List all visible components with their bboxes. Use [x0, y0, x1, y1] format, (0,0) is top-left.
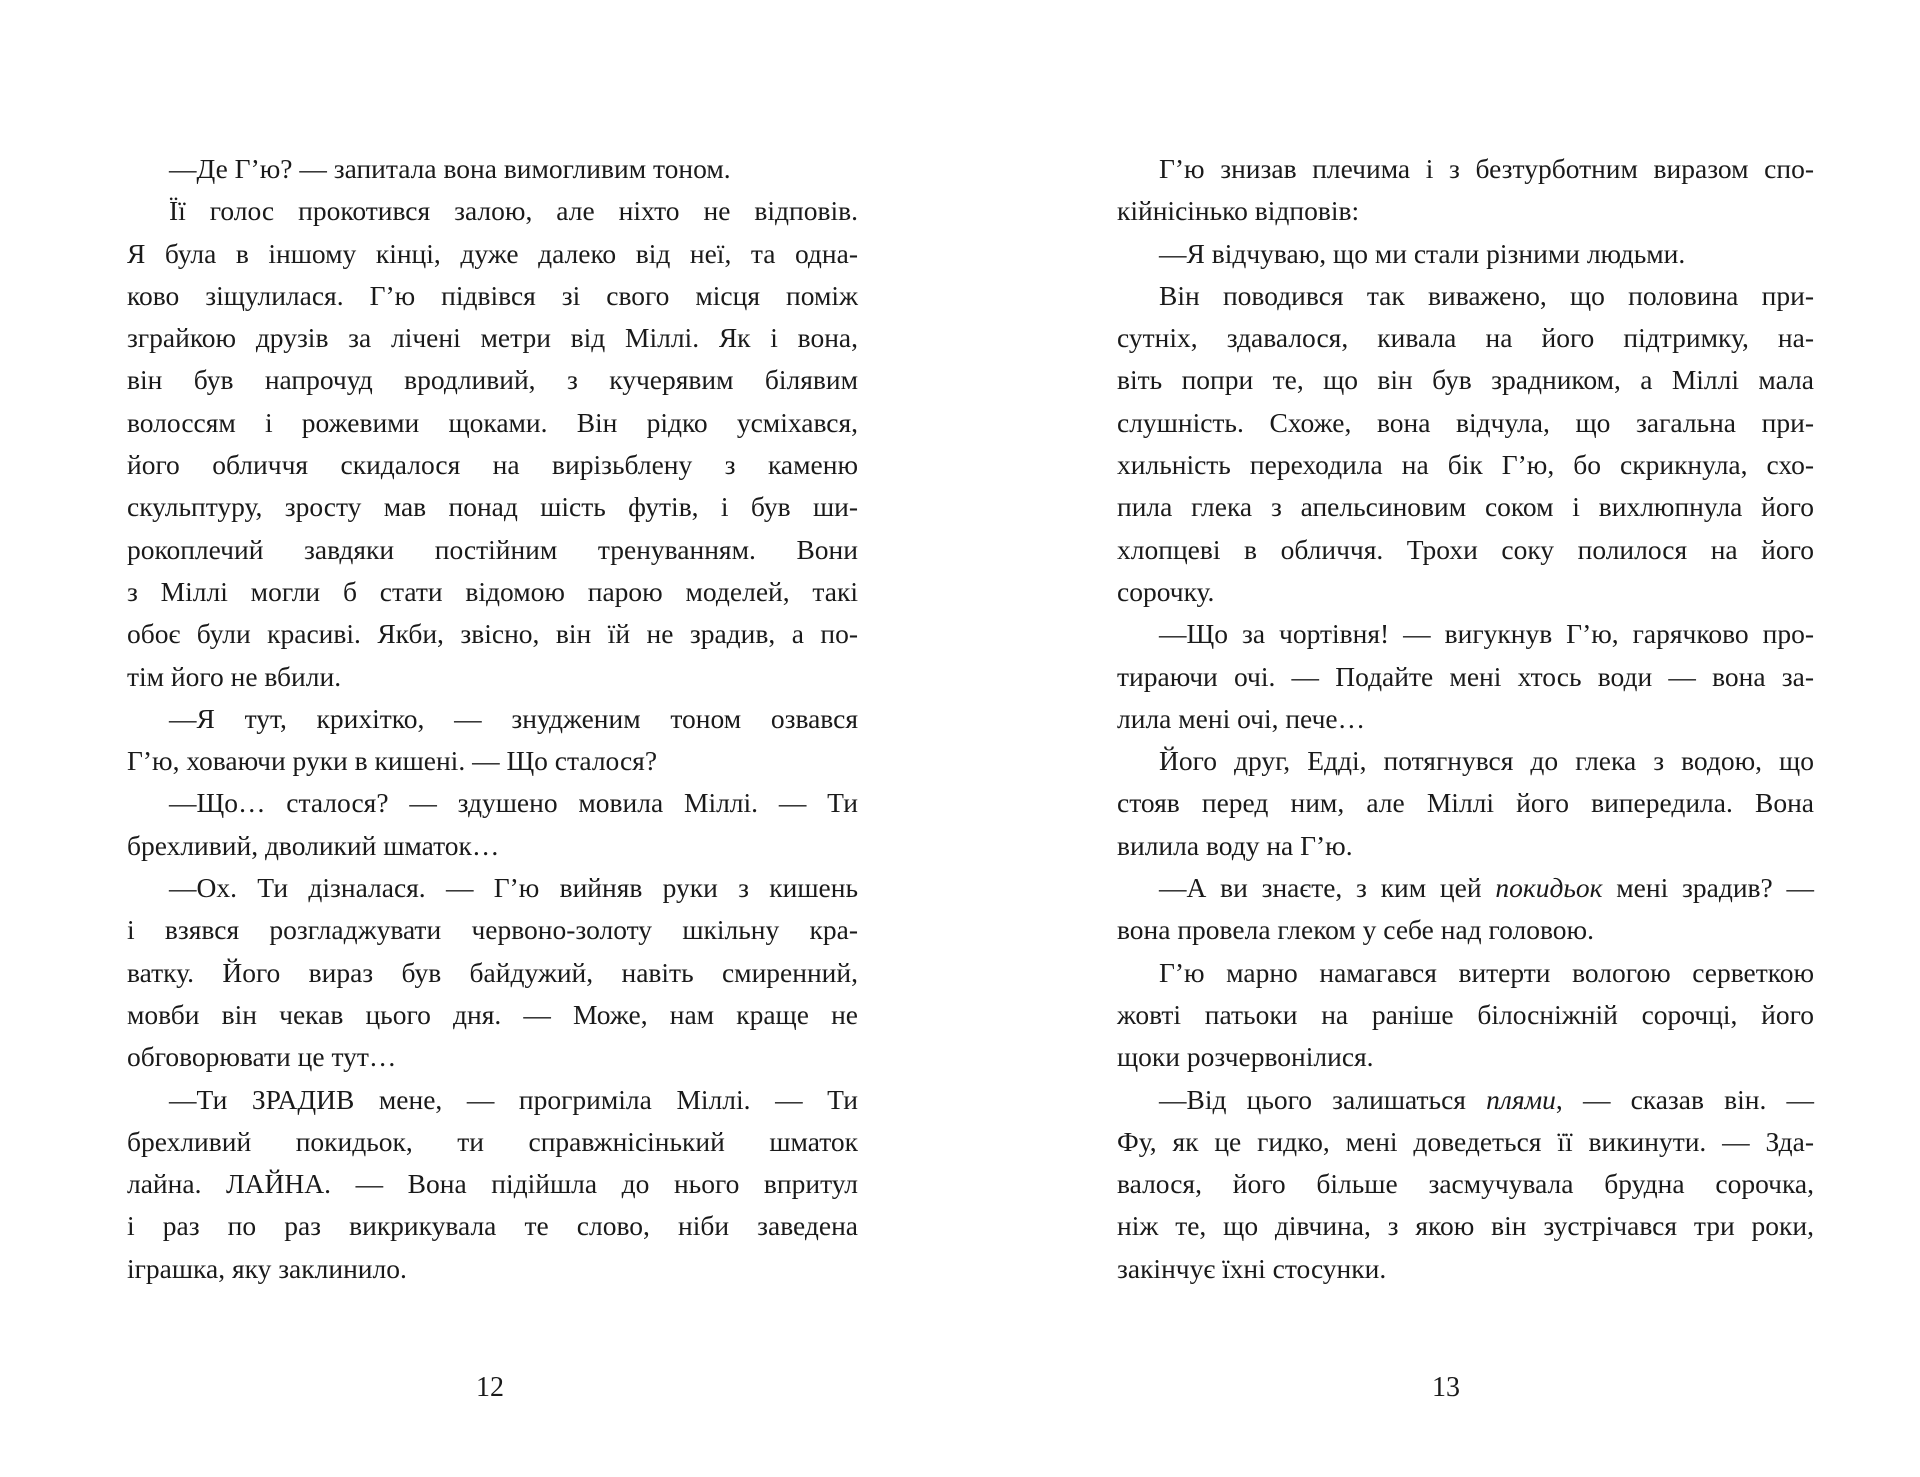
text-line [127, 529, 858, 571]
text-segment: , — сказав він. — [1555, 1083, 1814, 1115]
text-segment: вилила воду на Г’ю. [1117, 829, 1353, 861]
text-line [1117, 994, 1814, 1036]
text-line [1117, 1036, 1814, 1078]
text-segment: Його друг, Едді, потягнувся до глека з водою, що [1159, 745, 1814, 777]
text-line [1117, 867, 1814, 909]
text-segment: валося, його більше засмучувала брудна сорочка, [1117, 1168, 1814, 1200]
text-segment: він був напрочуд вродливий, з кучерявим білявим [127, 364, 858, 396]
text-line [1117, 190, 1814, 232]
text-segment: і раз по раз викрикувала те слово, ніби заведена [127, 1210, 858, 1242]
text-segment: Г’ю марно намагався витерти вологою серветкою [1159, 956, 1814, 988]
text-line [1117, 613, 1814, 655]
text-line [127, 1205, 858, 1247]
text-line [127, 233, 858, 275]
text-segment: лайна. ЛАЙНА. — Вона підійшла до нього впритул [127, 1168, 858, 1200]
text-line [127, 1248, 858, 1290]
text-line [1117, 359, 1814, 401]
text-line [1117, 317, 1814, 359]
text-line [127, 613, 858, 655]
text-segment: скульптуру, зросту мав понад шість футів, і був ши- [127, 491, 858, 523]
text-line [127, 994, 858, 1036]
text-segment: його обличчя скидалося на вирізьблену з каменю [127, 449, 858, 481]
text-line [1117, 233, 1814, 275]
text-line [1117, 571, 1814, 613]
text-line [1117, 1205, 1814, 1247]
text-segment: ково зіщулилася. Г’ю підвівся зі свого місця поміж [127, 279, 858, 311]
text-segment: —Я тут, крихітко, — знудженим тоном озвався [169, 702, 858, 734]
text-line [127, 656, 858, 698]
text-segment: закінчує їхні стосунки. [1117, 1252, 1387, 1284]
text-segment: іграшка, яку заклинило. [127, 1252, 407, 1284]
text-segment: стояв перед ним, але Міллі його випередила. Вона [1117, 787, 1814, 819]
text-segment: обоє були красиві. Якби, звісно, він їй не зрадив, а по- [127, 618, 858, 650]
page-number-left: 12 [476, 1372, 504, 1403]
text-segment: ватку. Його вираз був байдужий, навіть смиренний, [127, 956, 858, 988]
text-segment: сорочку. [1117, 575, 1215, 607]
text-line [127, 1163, 858, 1205]
text-line [1117, 952, 1814, 994]
text-line [1117, 782, 1814, 824]
text-segment: —Від цього залишаться [1159, 1083, 1487, 1115]
text-segment: мовби він чекав цього дня. — Може, нам краще не [127, 998, 858, 1030]
text-line [127, 1036, 858, 1078]
italic-word: покидьок [1495, 872, 1603, 904]
text-line [127, 317, 858, 359]
text-segment: вона провела глеком у себе над головою. [1117, 914, 1594, 946]
italic-word: плями [1486, 1083, 1556, 1115]
text-segment: брехливий покидьок, ти справжнісінький шматок [127, 1125, 858, 1157]
text-segment: рокоплечий завдяки постійним тренуванням. Вони [127, 533, 858, 565]
text-line [1117, 402, 1814, 444]
text-segment: і взявся розгладжувати червоно-золоту шкільну кра- [127, 914, 858, 946]
text-segment: —Що… сталося? — здушено мовила Міллі. — Ти [169, 787, 858, 819]
text-segment: брехливий, дволикий шматок… [127, 829, 500, 861]
text-line [127, 359, 858, 401]
text-segment: Я була в іншому кінці, дуже далеко від неї, та одна- [127, 237, 858, 269]
text-segment: кійнісінько відповів: [1117, 195, 1360, 227]
text-segment: щоки розчервонілися. [1117, 1041, 1374, 1073]
page-number-right: 13 [1432, 1372, 1460, 1403]
text-line [127, 275, 858, 317]
text-segment: —А ви знаєте, з ким цей [1159, 872, 1496, 904]
text-segment: тираючи очі. — Подайте мені хтось води — вона за- [1117, 660, 1814, 692]
text-line [127, 952, 858, 994]
text-line [127, 740, 858, 782]
text-line [1117, 1121, 1814, 1163]
text-line [127, 148, 858, 190]
text-line [1117, 1079, 1814, 1121]
text-line [1117, 656, 1814, 698]
text-segment: слушність. Схоже, вона відчула, що загальна при- [1117, 406, 1814, 438]
text-line [127, 825, 858, 867]
text-line [1117, 148, 1814, 190]
text-line [127, 698, 858, 740]
text-segment: сутніх, здавалося, кивала на його підтримку, на- [1117, 322, 1814, 354]
text-segment: хильність переходила на бік Г’ю, бо скрикнула, схо- [1117, 449, 1814, 481]
text-line [1117, 698, 1814, 740]
text-line [1117, 275, 1814, 317]
text-segment: Г’ю знизав плечима і з безтурботним виразом спо- [1159, 153, 1814, 184]
text-segment: з Міллі могли б стати відомою парою моделей, такі [127, 575, 858, 607]
text-segment: зграйкою друзів за лічені метри від Міллі. Як і вона, [127, 322, 858, 354]
text-line [1117, 444, 1814, 486]
text-line [127, 402, 858, 444]
text-segment: пила глека з апельсиновим соком і вихлюпнула його [1117, 491, 1814, 523]
text-segment: —Ох. Ти дізналася. — Г’ю вийняв руки з кишень [169, 872, 858, 904]
text-segment: —Ти ЗРАДИВ мене, — прогриміла Міллі. — Ти [169, 1083, 858, 1115]
text-line [127, 867, 858, 909]
text-line [1117, 486, 1814, 528]
text-segment: волоссям і рожевими щоками. Він рідко усміхався, [127, 406, 858, 438]
text-segment: Він поводився так виважено, що половина при- [1159, 279, 1814, 311]
text-line [127, 782, 858, 824]
text-line [127, 190, 858, 232]
text-segment: обговорювати це тут… [127, 1041, 397, 1073]
text-line [1117, 529, 1814, 571]
text-line [127, 486, 858, 528]
text-line [1117, 1248, 1814, 1290]
text-line [127, 1121, 858, 1163]
text-segment: мені зрадив? — [1602, 872, 1815, 904]
text-line [127, 909, 858, 951]
left-page-text [127, 148, 858, 1290]
text-segment: ніж те, що дівчина, з якою він зустрічався три роки, [1117, 1210, 1814, 1242]
text-line [1117, 1163, 1814, 1205]
text-line [127, 444, 858, 486]
text-segment: лила мені очі, пече… [1117, 702, 1366, 734]
text-segment: віть попри те, що він був зрадником, а Міллі мала [1117, 364, 1814, 396]
text-segment: —Що за чортівня! — вигукнув Г’ю, гарячково про- [1159, 618, 1814, 650]
right-page-text [1117, 148, 1814, 1290]
text-line [127, 571, 858, 613]
text-segment: Фу, як це гидко, мені доведеться її викинути. — Зда- [1117, 1125, 1814, 1157]
text-segment: Г’ю, ховаючи руки в кишені. — Що сталося? [127, 745, 658, 777]
text-segment: Її голос прокотився залою, але ніхто не відповів. [169, 195, 858, 227]
text-line [1117, 740, 1814, 782]
text-segment: тім його не вбили. [127, 660, 342, 692]
text-segment: —Я відчуваю, що ми стали різними людьми. [1159, 237, 1686, 269]
text-segment: —Де Г’ю? — запитала вона вимогливим тоном. [169, 153, 731, 184]
text-line [1117, 825, 1814, 867]
text-segment: жовті патьоки на раніше білосніжній сорочці, його [1117, 998, 1814, 1030]
text-line [1117, 909, 1814, 951]
text-line [127, 1079, 858, 1121]
text-segment: хлопцеві в обличчя. Трохи соку полилося на його [1117, 533, 1814, 565]
